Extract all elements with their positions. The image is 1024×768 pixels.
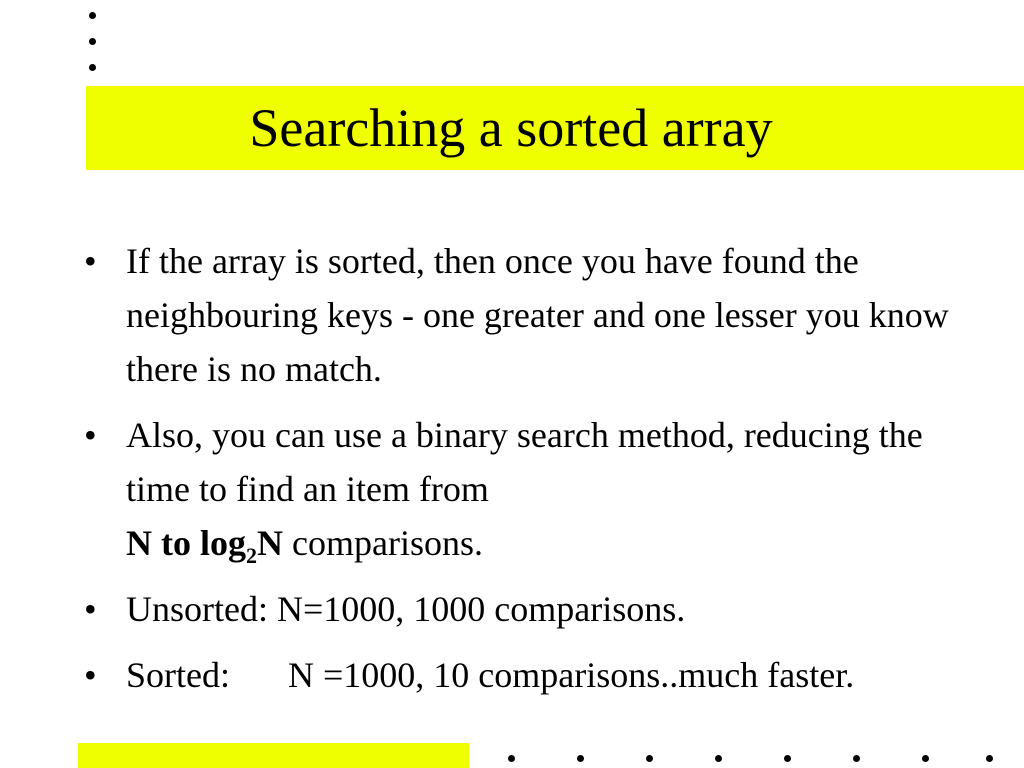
bullet-list bbox=[84, 234, 984, 712]
decor-dot bbox=[89, 38, 96, 45]
slide-title: Searching a sorted array bbox=[249, 98, 773, 158]
decor-dot bbox=[89, 12, 96, 19]
decor-dot bbox=[784, 755, 791, 762]
bullet-text: Also, you can use a binary search method, reducing the time to find an item from bbox=[126, 415, 923, 509]
bullet-text-end: comparisons. bbox=[283, 523, 483, 563]
bullet-text: If the array is sorted, then once you have found the neighbouring keys - one greater and one lesser you know there is no match. bbox=[126, 241, 949, 389]
bottom-dot-row bbox=[508, 752, 1008, 764]
decor-dot bbox=[922, 755, 929, 762]
decor-dot bbox=[986, 755, 993, 762]
decor-dot bbox=[508, 755, 515, 762]
complexity-bold-suffix: N bbox=[257, 523, 283, 563]
log-base-subscript: 2 bbox=[246, 543, 257, 569]
bullet-item bbox=[84, 582, 984, 636]
decor-dot bbox=[853, 755, 860, 762]
bullet-label: Sorted: bbox=[126, 655, 230, 695]
bottom-band bbox=[78, 743, 469, 768]
bullet-item bbox=[84, 648, 984, 702]
bullet-item bbox=[84, 408, 984, 570]
decor-dot bbox=[89, 64, 96, 71]
decor-dot bbox=[577, 755, 584, 762]
complexity-bold-prefix: N to log bbox=[126, 523, 246, 563]
bullet-text: N =1000, 10 comparisons..much faster. bbox=[288, 655, 855, 695]
decor-dot bbox=[646, 755, 653, 762]
bullet-item bbox=[84, 234, 984, 396]
decor-dot bbox=[715, 755, 722, 762]
bullet-text: Unsorted: N=1000, 1000 comparisons. bbox=[126, 589, 686, 629]
